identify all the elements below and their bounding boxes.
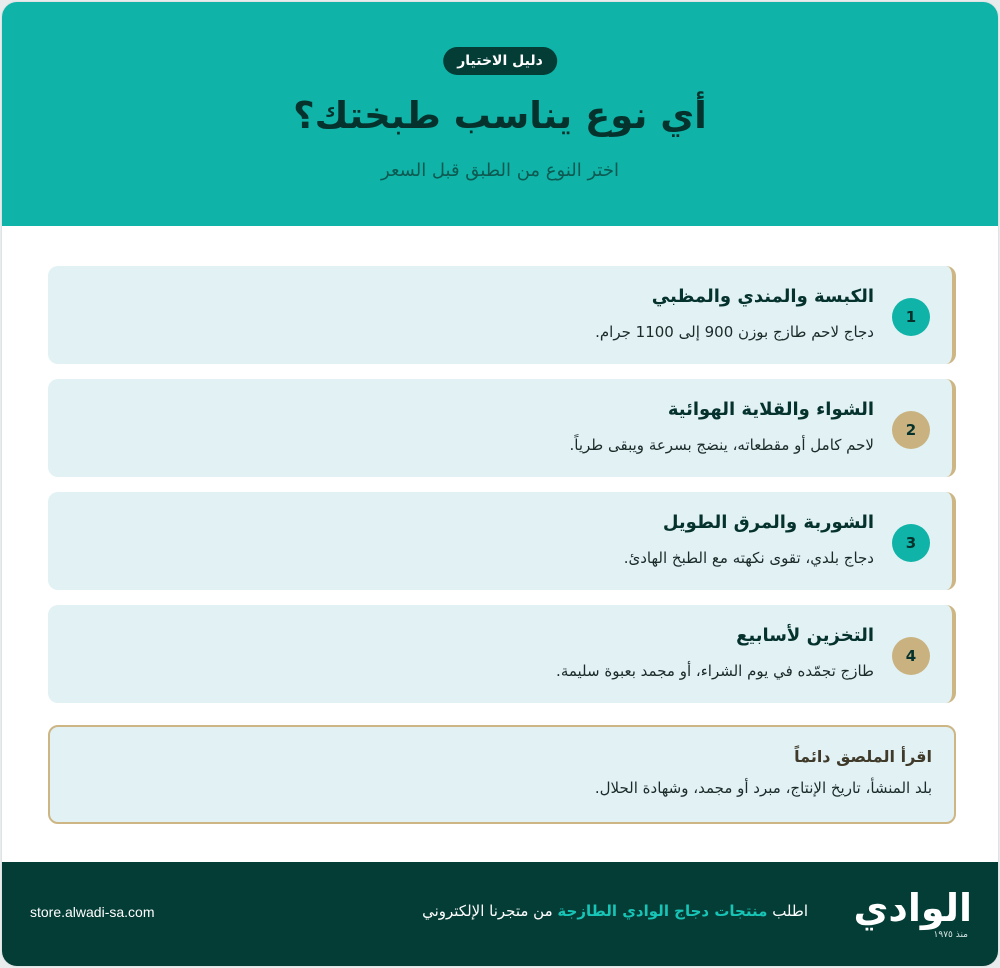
step-number: 2 — [892, 411, 930, 449]
note-title: اقرأ الملصق دائماً — [794, 747, 932, 766]
item-description: دجاج لاحم طازج بوزن 900 إلى 1100 جرام. — [595, 323, 874, 341]
step-number: 1 — [892, 298, 930, 336]
step-number: 4 — [892, 637, 930, 675]
store-url-link[interactable]: store.alwadi-sa.com — [30, 904, 155, 920]
list-item — [48, 266, 956, 364]
list-item — [48, 605, 956, 703]
item-description: طازج تجمّده في يوم الشراء، أو مجمد بعبوة سليمة. — [556, 662, 874, 680]
cta-prefix: اطلب — [772, 902, 808, 920]
store-cta — [422, 902, 808, 920]
header — [2, 2, 998, 226]
item-title: الكبسة والمندي والمظبي — [651, 286, 874, 307]
item-description: دجاج بلدي، تقوى نكهته مع الطبخ الهادئ. — [623, 549, 874, 567]
cta-suffix: من متجرنا الإلكتروني — [422, 902, 553, 920]
cta-highlight[interactable]: منتجات دجاج الوادي الطازجة — [557, 902, 768, 920]
logo-text: الوادي — [853, 886, 972, 930]
footer — [2, 862, 998, 966]
item-description: لاحم كامل أو مقطعاته، ينضج بسرعة ويبقى طرياً. — [569, 436, 874, 454]
item-title: الشوربة والمرق الطويل — [662, 512, 874, 533]
brand-logo — [848, 884, 972, 946]
note-description: بلد المنشأ، تاريخ الإنتاج، مبرد أو مجمد، وشهادة الحلال. — [594, 779, 932, 797]
step-number: 3 — [892, 524, 930, 562]
page-subtitle: اختر النوع من الطبق قبل السعر — [381, 160, 619, 181]
guide-badge: دليل الاختيار — [443, 47, 557, 75]
list-item — [48, 492, 956, 590]
label-note — [48, 725, 956, 824]
item-title: التخزين لأسابيع — [736, 625, 874, 646]
infographic-card — [1, 1, 999, 967]
choice-list — [48, 266, 956, 718]
item-title: الشواء والقلاية الهوائية — [667, 399, 874, 420]
list-item — [48, 379, 956, 477]
page-title: أي نوع يناسب طبختك؟ — [293, 94, 707, 137]
logo-since: منذ ١٩٧٥ — [933, 930, 968, 940]
